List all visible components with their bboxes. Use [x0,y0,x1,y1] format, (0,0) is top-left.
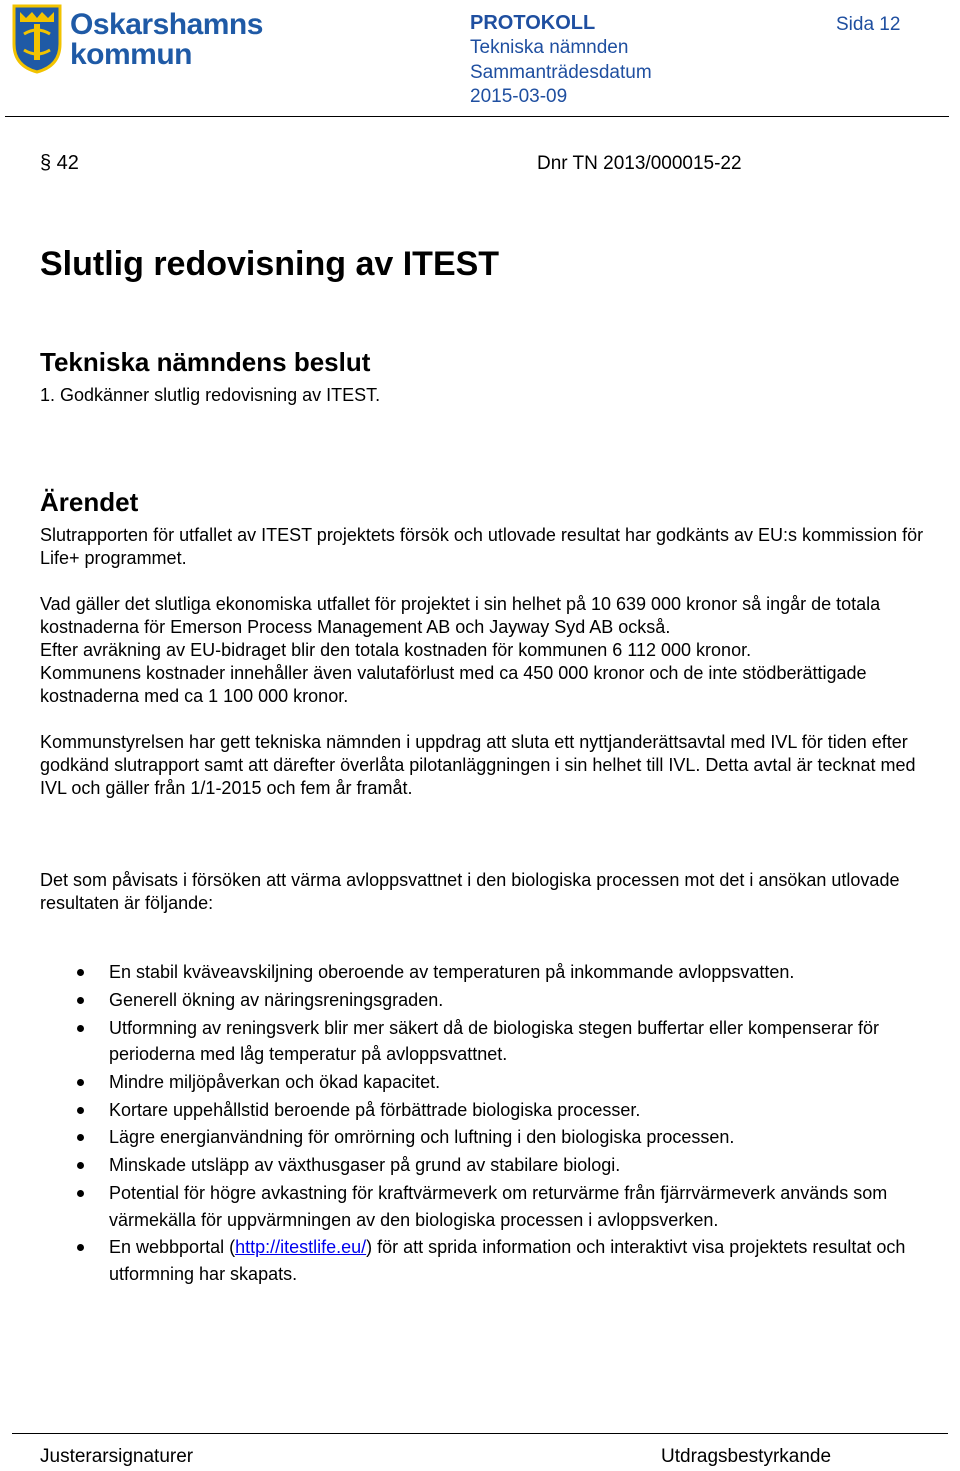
logo-text-line1: Oskarshamns [70,8,263,41]
footer-divider [12,1433,948,1434]
date-label: Sammanträdesdatum [470,62,652,83]
decision-item: 1. Godkänner slutlig redovisning av ITEST. [40,385,381,405]
list-item: Utformning av reningsverk blir mer säkert då de biologiska stegen buffertar eller kompenserar för perioderna med låg temperatur på avloppsvattnet. [40,1015,940,1068]
doc-type: PROTOKOLL [470,12,596,34]
case-paragraph-4: Det som påvisats i försöken att värma avloppsvattnet i den biologiska processen mot det i ansökan utlovade resultaten är följande: [40,870,900,913]
list-item: Mindre miljöpåverkan och ökad kapacitet. [40,1069,940,1096]
case-heading: Ärendet [40,487,139,517]
page-number: Sida 12 [836,14,901,35]
case-paragraph-2-line-3: Kommunens kostnader innehåller även valutaförlust med ca 450 000 kronor och de inte stödberättigade kostnaderna med ca 1 100 000 kronor. [40,663,867,706]
extract-certification-label: Utdragsbestyrkande [661,1446,832,1467]
bullet-icon [77,1162,84,1169]
committee-name: Tekniska nämnden [470,37,629,58]
dnr-reference: Dnr TN 2013/000015-22 [537,153,742,174]
adjuster-signatures-label: Justerarsignaturer [40,1446,194,1467]
list-item: Lägre energianvändning för omrörning och luftning i den biologiska processen. [40,1124,940,1151]
paragraph-number: § 42 [40,152,79,174]
bullet-icon [77,1134,84,1141]
case-paragraph-1: Slutrapporten för utfallet av ITEST projektets försök och utlovade resultat har godkänts av EU:s kommission för Life+ programmet. [40,525,924,568]
list-item: En stabil kväveavskiljning oberoende av temperaturen på inkommande avloppsvatten. [40,959,940,986]
case-paragraph-2-line-1: Vad gäller det slutliga ekonomiska utfallet för projektet i sin helhet på 10 639 000 kronor så ingår de totala kostnaderna för Emerson Process Management AB och Jayway Syd AB också. [40,594,881,637]
meeting-date: 2015-03-09 [470,86,568,107]
header-divider [5,116,949,117]
case-paragraph-2 [40,593,940,708]
list-item: Kortare uppehållstid beroende på förbättrade biologiska processer. [40,1097,940,1124]
case-paragraph-3: Kommunstyrelsen har gett tekniska nämnden i uppdrag att sluta ett nyttjanderättsavtal med IVL för tiden efter godkänd slutrapport samt att därefter överlåta pilotanläggningen i sin helhet till IVL. Detta avtal är tecknat med IVL och gäller från 1/1-2015 och fem år framåt. [40,732,916,798]
list-item: Minskade utsläpp av växthusgaser på grund av stabilare biologi. [40,1152,940,1179]
bullet-icon [77,969,84,976]
bullet-icon [77,1107,84,1114]
logo-wordmark [70,10,263,70]
list-item: Potential för högre avkastning för kraftvärmeverk om returvärme från fjärrvärmeverk används som värmekälla för uppvärmningen av den biologiska processen i avloppsverken. [40,1180,940,1233]
page-title: Slutlig redovisning av ITEST [40,245,500,283]
bullet-icon [77,1025,84,1032]
list-item: En webbportal (http://itestlife.eu/) för att sprida information och interaktivt visa projektets resultat och utformning har skapats. [40,1234,940,1287]
bullet-icon [77,1244,84,1251]
municipality-logo [12,4,262,76]
bullet-icon [77,1079,84,1086]
decision-heading: Tekniska nämndens beslut [40,347,371,377]
case-paragraph-2-line-2: Efter avräkning av EU-bidraget blir den totala kostnaden för kommunen 6 112 000 kronor. [40,640,752,660]
bullet-icon [77,1190,84,1197]
results-list [40,959,940,1289]
itestlife-link[interactable]: http://itestlife.eu/ [235,1237,367,1258]
list-item: Generell ökning av näringsreningsgraden. [40,987,940,1014]
bullet-icon [77,997,84,1004]
coat-of-arms-icon [12,4,62,74]
logo-text-line2: kommun [70,38,193,71]
